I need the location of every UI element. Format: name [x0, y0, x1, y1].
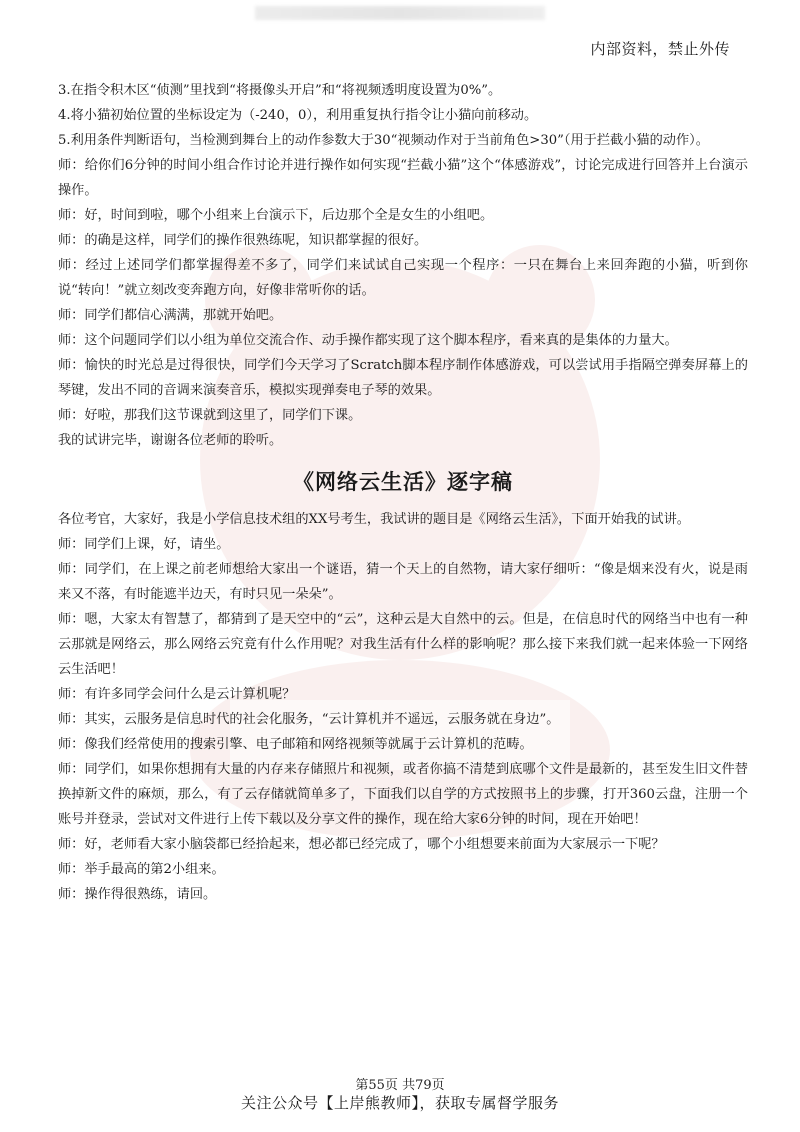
paragraph: 师：好，老师看大家小脑袋都已经拾起来，想必都已经完成了，哪个小组想要来前面为大家展示一下呢？	[58, 837, 665, 852]
paragraph: 师：其实，云服务是信息时代的社会化服务，“云计算机并不遥远，云服务就在身边”。	[58, 712, 560, 727]
paragraph: 师：的确是这样，同学们的操作很熟练呢，知识都掌握的很好。	[58, 233, 428, 248]
paragraph: 师：像我们经常使用的搜索引擎、电子邮箱和网络视频等就属于云计算机的范畴。	[58, 737, 533, 752]
page-indicator: 第55页 共79页	[355, 1078, 445, 1093]
paragraph: 师：同学们，如果你想拥有大量的内存来存储照片和视频，或者你搞不清楚到底哪个文件是最新的，甚至发生旧文件替换掉新文件的麻烦，那么，有了云存储就简单多了，下面我们以自学的方式按照书上的步骤，打开360云盘，注册一个账号并登录，尝试对文件进行上传下载以及分享文件的操作，现在给大家6分钟的时间，现在开始吧！	[58, 762, 748, 827]
cloud-life-script-section	[58, 507, 748, 907]
paragraph: 4.将小猫初始位置的坐标设定为（-240，0），利用重复执行指令让小猫向前移动。	[58, 108, 538, 123]
paragraph: 师：同学们上课，好，请坐。	[58, 537, 230, 552]
paragraph: 师：给你们6分钟的时间小组合作讨论并进行操作如何实现“拦截小猫”这个“体感游戏”，讨论完成进行回答并上台演示操作。	[58, 158, 748, 198]
paragraph: 师：好，时间到啦，哪个小组来上台演示下，后边那个全是女生的小组吧。	[58, 208, 494, 223]
promo-footer: 关注公众号【上岸熊教师】，获取专属督学服务	[240, 1094, 559, 1112]
paragraph: 师：嗯，大家太有智慧了，都猜到了是天空中的“云”，这种云是大自然中的云。但是，在信息时代的网络当中也有一种云那就是网络云，那么网络云究竟有什么作用呢？对我生活有什么样的影响呢？那么接下来我们就一起来体验一下网络云生活吧！	[58, 612, 748, 677]
paragraph: 3.在指令积木区“侦测”里找到“将摄像头开启”和“将视频透明度设置为0%”。	[58, 83, 502, 98]
paragraph: 师：好啦，那我们这节课就到这里了，同学们下课。	[58, 408, 362, 423]
section-title: 《网络云生活》逐字稿	[293, 469, 513, 494]
paragraph: 5.利用条件判断语句，当检测到舞台上的动作参数大于30“视频动作对于当前角色>30”（用于拦截小猫的动作）。	[58, 133, 709, 148]
paragraph: 师：同学们都信心满满，那就开始吧。	[58, 308, 283, 323]
paragraph: 各位考官，大家好，我是小学信息技术组的XX号考生，我试讲的题目是《网络云生活》，下面开始我的试讲。	[58, 512, 690, 527]
paragraph: 师：操作得很熟练，请回。	[58, 887, 217, 902]
paragraph: 我的试讲完毕，谢谢各位老师的聆听。	[58, 433, 283, 448]
paragraph: 师：举手最高的第2小组来。	[58, 862, 225, 877]
lesson-script-section	[58, 78, 748, 453]
main-content	[58, 78, 748, 907]
paragraph: 师：这个问题同学们以小组为单位交流合作、动手操作都实现了这个脚本程序，看来真的是集体的力量大。	[58, 333, 678, 348]
paragraph: 师：有许多同学会问什么是云计算机呢？	[58, 687, 296, 702]
confidential-note: 内部资料，禁止外传	[590, 40, 730, 58]
paragraph: 师：愉快的时光总是过得很快，同学们今天学习了Scratch脚本程序制作体感游戏，可以尝试用手指隔空弹奏屏幕上的琴键，发出不同的音调来演奏音乐，模拟实现弹奏电子琴的效果。	[58, 358, 748, 398]
paragraph: 师：同学们，在上课之前老师想给大家出一个谜语，猜一个天上的自然物，请大家仔细听：“像是烟来没有火，说是雨来又不落，有时能遮半边天，有时只见一朵朵”。	[58, 562, 748, 602]
faded-header-text	[255, 6, 545, 20]
paragraph: 师：经过上述同学们都掌握得差不多了，同学们来试试自己实现一个程序：一只在舞台上来回奔跑的小猫，听到你说“转向！”就立刻改变奔跑方向，好像非常听你的话。	[58, 258, 748, 298]
